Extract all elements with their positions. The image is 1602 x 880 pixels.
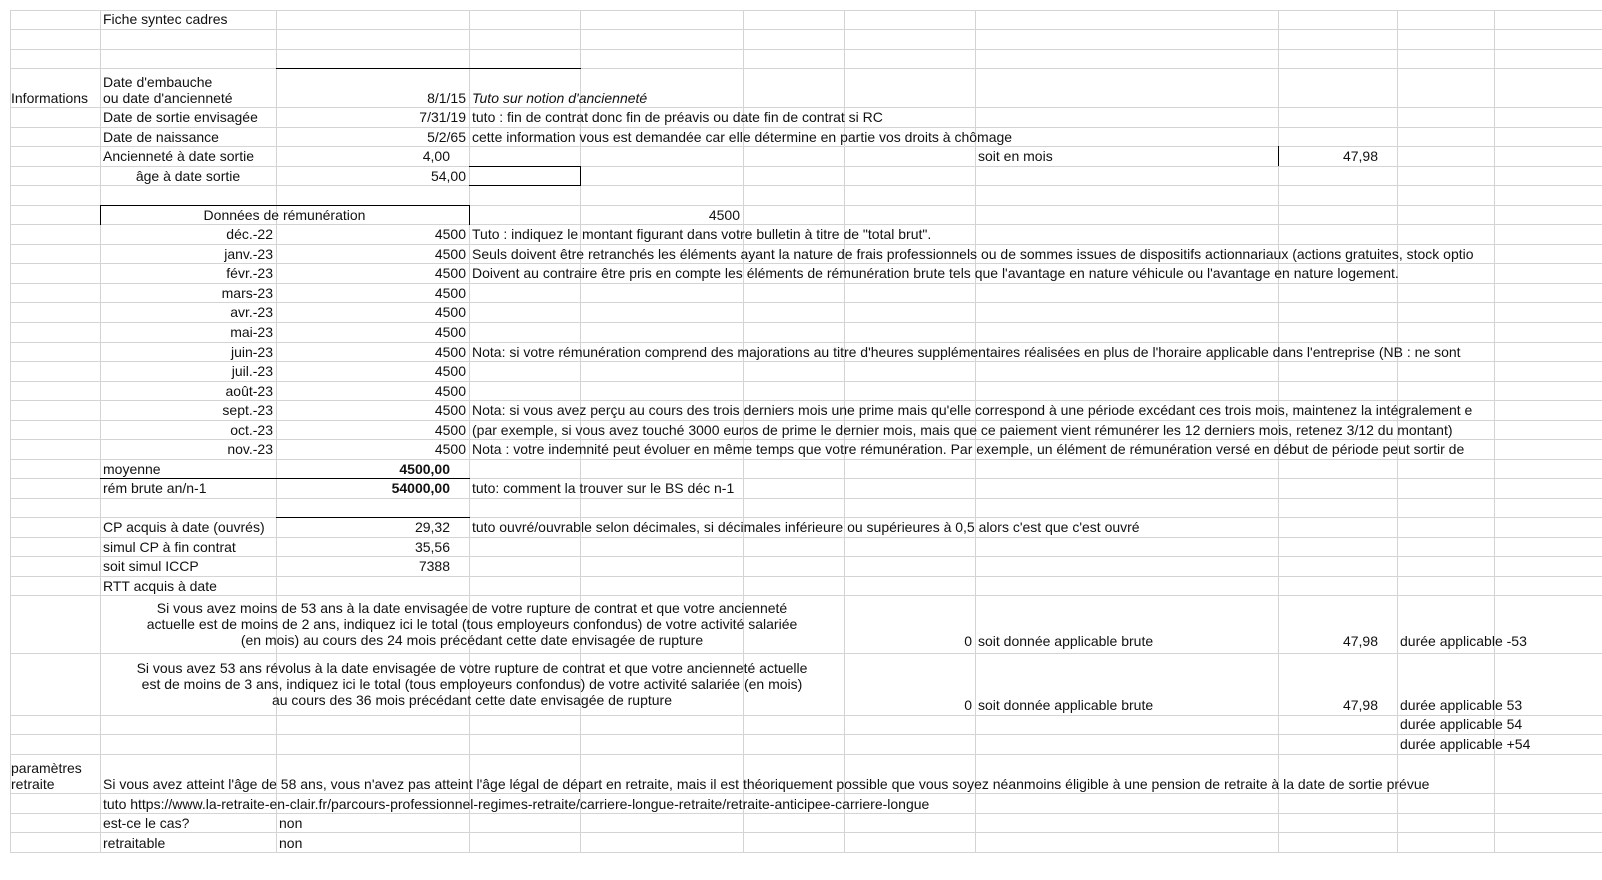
remuneration-header-value[interactable]: 4500 — [708, 207, 740, 223]
section-informations[interactable]: Informations — [11, 90, 89, 106]
month-amount[interactable]: 4500 — [434, 265, 466, 281]
remuneration-header[interactable]: Données de rémunération — [203, 207, 366, 223]
month-note[interactable]: (par exemple, si vous avez touché 3000 euros de prime le dernier mois, mais que ce paiement vient rémunérer les 12 derniers mois, retenez 3/12 du montant) — [472, 422, 1453, 438]
retirable-value[interactable]: non — [279, 835, 303, 851]
average-value[interactable]: 4500,00 — [399, 461, 450, 477]
retirable-label[interactable]: retraitable — [103, 835, 166, 851]
month-note[interactable]: Nota: si votre rémunération comprend des majorations au titre d'heures supplémentaires réalisées en plus de l'horaire applicable dans l'entreprise (NB : ne sont — [472, 344, 1461, 360]
month-amount[interactable]: 4500 — [434, 441, 466, 457]
month-amount[interactable]: 4500 — [434, 363, 466, 379]
month-note[interactable]: Nota: si vous avez perçu au cours des trois derniers mois une prime mais qu'elle correspond à une période excédant ces trois mois, maintenez la intégralement e — [472, 402, 1473, 418]
month-note[interactable]: Nota : votre indemnité peut évoluer en même temps que votre rémunération. Par exemple, un élément de rémunération versé en début de période peut sortir de — [472, 441, 1465, 457]
month-amount[interactable]: 4500 — [434, 383, 466, 399]
month-note[interactable]: Seuls doivent être retranchés les éléments ayant la nature de frais professionnels ou de sommes issues de dispositifs actionnariaux (actions gratuites, stock optio — [472, 246, 1474, 262]
exit-date-value[interactable]: 7/31/19 — [419, 109, 466, 125]
exit-date-label[interactable]: Date de sortie envisagée — [103, 109, 258, 125]
cp-label[interactable]: CP acquis à date (ouvrés) — [103, 519, 265, 535]
over53-value[interactable]: 0 — [964, 697, 972, 713]
age-label[interactable]: âge à date sortie — [135, 168, 241, 184]
hire-date-label-2[interactable]: ou date d'ancienneté — [103, 90, 233, 106]
month-label[interactable]: janv.-23 — [224, 246, 273, 262]
month-label[interactable]: mars-23 — [221, 285, 273, 301]
month-amount[interactable]: 4500 — [434, 246, 466, 262]
months-value[interactable]: 47,98 — [1342, 148, 1378, 164]
average-label[interactable]: moyenne — [103, 461, 161, 477]
under53-label[interactable]: soit donnée applicable brute — [978, 633, 1154, 649]
month-amount[interactable]: 4500 — [434, 422, 466, 438]
month-label[interactable]: sept.-23 — [222, 402, 273, 418]
sheet-title[interactable]: Fiche syntec cadres — [103, 11, 228, 27]
month-note[interactable]: Tuto : indiquez le montant figurant dans votre bulletin à titre de "total brut". — [472, 226, 932, 242]
section-retraite-2[interactable]: retraite — [11, 776, 55, 792]
birth-date-value[interactable]: 5/2/65 — [427, 129, 466, 145]
rtt-label[interactable]: RTT acquis à date — [103, 578, 217, 594]
seniority-value[interactable]: 4,00 — [422, 148, 450, 164]
month-label[interactable]: mai-23 — [230, 324, 273, 340]
birth-date-note[interactable]: cette information vous est demandée car elle détermine en partie vos droits à chômage — [472, 129, 1013, 145]
age-value[interactable]: 54,00 — [430, 168, 466, 184]
birth-date-label[interactable]: Date de naissance — [103, 129, 219, 145]
under53-duration[interactable]: durée applicable -53 — [1400, 633, 1527, 649]
month-label[interactable]: févr.-23 — [226, 265, 273, 281]
simul-cp-label[interactable]: simul CP à fin contrat — [103, 539, 236, 555]
annual-value[interactable]: 54000,00 — [391, 480, 450, 496]
hire-date-label-1[interactable]: Date d'embauche — [103, 74, 213, 90]
retraite-tuto[interactable]: tuto https://www.la-retraite-en-clair.fr/parcours-professionnel-regimes-retraite/carriere-longue-retraite/retraite-anticipee-carriere-longue — [103, 796, 930, 812]
month-label[interactable]: juin-23 — [230, 344, 273, 360]
section-retraite-1[interactable]: paramètres — [11, 760, 82, 776]
under53-months[interactable]: 47,98 — [1342, 633, 1378, 649]
under53-value[interactable]: 0 — [964, 633, 972, 649]
month-amount[interactable]: 4500 — [434, 402, 466, 418]
month-label[interactable]: nov.-23 — [227, 441, 273, 457]
month-amount[interactable]: 4500 — [434, 226, 466, 242]
iccp-label[interactable]: soit simul ICCP — [103, 558, 199, 574]
simul-cp-value[interactable]: 35,56 — [414, 539, 450, 555]
over53-label[interactable]: soit donnée applicable brute — [978, 697, 1154, 713]
month-amount[interactable]: 4500 — [434, 344, 466, 360]
cp-note[interactable]: tuto ouvré/ouvrable selon décimales, si décimales inférieure ou supérieures à 0,5 alors c'est que c'est ouvré — [472, 519, 1140, 535]
annual-note[interactable]: tuto: comment la trouver sur le BS déc n-1 — [472, 480, 735, 496]
month-label[interactable]: déc.-22 — [226, 226, 273, 242]
retraite-text[interactable]: Si vous avez atteint l'âge de 58 ans, vous n'avez pas atteint l'âge légal de départ en retraite, mais il est théoriquement possible que vous soyez néanmoins éligible à une pension de retraite à la date de sortie prévue — [103, 776, 1430, 792]
under53-instructions[interactable]: Si vous avez moins de 53 ans à la date envisagée de votre rupture de contrat et que votre ancienneté actuelle est de moins de 2 ans, indiquez ici le total (tous employeurs confondus) de votre activité salariée (en mois) au cours des 24 mois précédant cette date envisagée de rupture — [146, 600, 798, 648]
annual-label[interactable]: rém brute an/n-1 — [103, 480, 207, 496]
month-amount[interactable]: 4500 — [434, 285, 466, 301]
exit-date-note[interactable]: tuto : fin de contrat donc fin de préavis ou date fin de contrat si RC — [472, 109, 883, 125]
hire-date-note[interactable]: Tuto sur notion d'ancienneté — [472, 90, 648, 106]
month-amount[interactable]: 4500 — [434, 304, 466, 320]
over53-instructions[interactable]: Si vous avez 53 ans révolus à la date envisagée de votre rupture de contrat et que votre ancienneté actuelle est de moins de 3 ans, indiquez ici le total (tous employeurs confondus) de votre activité salariée (en mois) au cours des 36 mois précédant cette date envisagée de rupture — [136, 660, 808, 708]
month-label[interactable]: avr.-23 — [230, 304, 273, 320]
duration-plus54[interactable]: durée applicable +54 — [1400, 736, 1531, 752]
month-note[interactable]: Doivent au contraire être pris en compte les éléments de rémunération brute tels que l'avantage en nature véhicule ou l'avantage en nature logement. — [472, 265, 1399, 281]
seniority-label[interactable]: Ancienneté à date sortie — [103, 148, 254, 164]
month-label[interactable]: oct.-23 — [230, 422, 273, 438]
months-label[interactable]: soit en mois — [978, 148, 1053, 164]
case-value[interactable]: non — [279, 815, 303, 831]
cp-value[interactable]: 29,32 — [414, 519, 450, 535]
month-label[interactable]: juil.-23 — [231, 363, 273, 379]
month-label[interactable]: août-23 — [225, 383, 273, 399]
duration-54[interactable]: durée applicable 54 — [1400, 716, 1523, 732]
iccp-value[interactable]: 7388 — [418, 558, 450, 574]
month-amount[interactable]: 4500 — [434, 324, 466, 340]
case-label[interactable]: est-ce le cas? — [103, 815, 190, 831]
hire-date-value[interactable]: 8/1/15 — [427, 90, 466, 106]
over53-months[interactable]: 47,98 — [1342, 697, 1378, 713]
over53-duration[interactable]: durée applicable 53 — [1400, 697, 1523, 713]
